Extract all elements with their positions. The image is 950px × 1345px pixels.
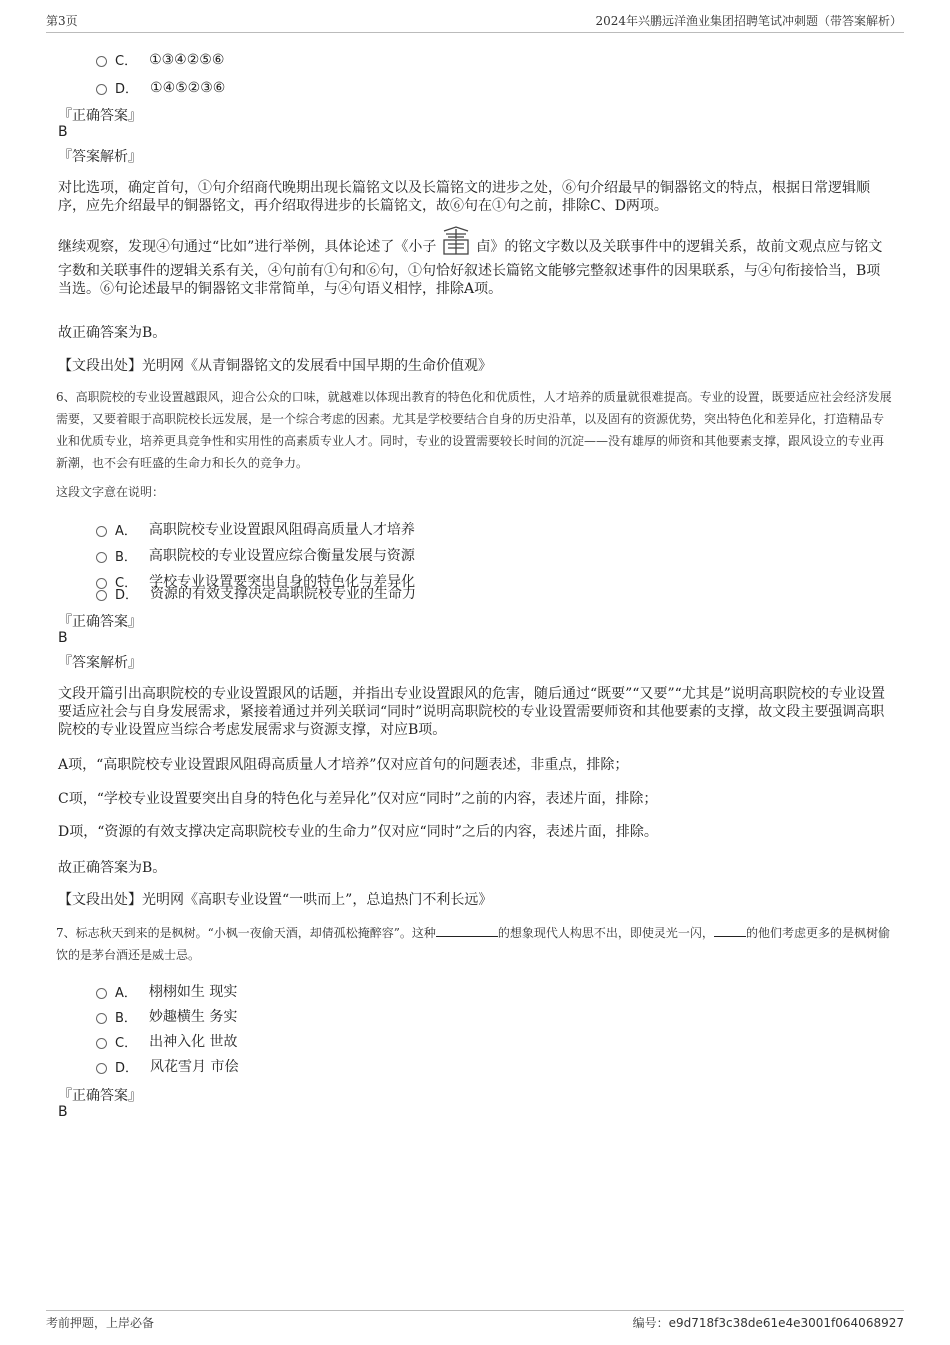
q6-analysis-label: 『答案解析』 xyxy=(58,655,142,671)
q6-analysis-option-d: D项，“资源的有效支撑决定高职院校专业的生命力”仅对应“同时”之后的内容，表述片面，排除。 xyxy=(58,824,658,840)
option-letter: A． xyxy=(115,523,137,539)
radio-icon[interactable] xyxy=(96,84,107,95)
q6-answer: B xyxy=(58,630,68,646)
radio-icon[interactable] xyxy=(96,1063,107,1074)
q6-source: 【文段出处】光明网《高职专业设置“一哄而上”，总追热门不利长远》 xyxy=(58,892,493,908)
blank-1 xyxy=(436,924,498,937)
footer-code-label: 编号： xyxy=(632,1316,669,1330)
q7-stem xyxy=(56,922,894,966)
option-letter: A． xyxy=(115,985,137,1001)
q5-option-d[interactable] xyxy=(96,78,225,97)
q5-analysis-label: 『答案解析』 xyxy=(58,149,142,165)
option-letter: D． xyxy=(115,587,139,603)
option-text: 学校专业设置要突出自身的特色化与差异化 xyxy=(149,574,416,590)
radio-icon[interactable] xyxy=(96,552,107,563)
header-rule xyxy=(46,32,904,33)
option-letter: D． xyxy=(115,1060,139,1076)
option-letter: D． xyxy=(115,82,139,97)
q6-stem: 6、高职院校的专业设置越跟风，迎合公众的口味，就越难以体现出教育的特色化和优质性，人才培养的质量就很难提高。专业的设置，既要适应社会经济发展需要，又要着眼于高职院校长远发展，是一个综合考虑的因素。尤其是学校要结合自身的历史沿革，以及固有的资源优势，突出特色化和差异化，打造精品专业和优质专业，培养更具竞争性和实用性的高素质专业人才。同时，专业的设置需要较长时间的沉淀——没有雄厚的师资和其他要素支撑，跟风设立的专业再新潮，也不会有旺盛的生命力和长久的竞争力。 xyxy=(56,390,892,470)
q7-option-d[interactable] xyxy=(96,1056,238,1076)
blank-2 xyxy=(714,924,746,937)
q7-option-a[interactable] xyxy=(96,981,237,1001)
q5-answer-label: 『正确答案』 xyxy=(58,108,142,124)
analysis-text-a: 继续观察，发现④句通过“比如”进行举例，具体论述了《小子 xyxy=(58,239,437,255)
q5-conclusion: 故正确答案为B。 xyxy=(58,325,167,341)
q6-option-d[interactable] xyxy=(96,583,416,603)
footer-code xyxy=(633,1314,904,1331)
document-title: 2024年兴鹏远洋渔业集团招聘笔试冲刺题（带答案解析） xyxy=(595,14,902,28)
q6-conclusion: 故正确答案为B。 xyxy=(58,860,167,876)
radio-icon[interactable] xyxy=(96,988,107,999)
footer-rule xyxy=(46,1310,904,1311)
q7-option-c[interactable] xyxy=(96,1031,238,1051)
page-number: 第3页 xyxy=(46,14,78,28)
stem-text-a: 7、标志秋天到来的是枫树。“小枫一夜偷天酒，却倩孤松掩醉容”。这种 xyxy=(56,926,436,940)
option-text: 出神入化 世故 xyxy=(149,1034,238,1050)
radio-icon[interactable] xyxy=(96,590,107,601)
footer-slogan: 考前押题，上岸必备 xyxy=(46,1316,155,1330)
option-text: 妙趣横生 务实 xyxy=(148,1009,238,1025)
radio-icon[interactable] xyxy=(96,526,107,537)
q6-analysis-option-c: C项，“学校专业设置要突出自身的特色化与差异化”仅对应“同时”之前的内容，表述片面，排除； xyxy=(58,791,658,807)
q6-analysis-paragraph-1: 文段开篇引出高职院校的专业设置跟风的话题，并指出专业设置跟风的危害，随后通过“既要”“又要”“尤其是”说明高职院校的专业设置要适应社会与自身发展需求，紧接着通过并列关联词“同时”说明高职院校的专业设置需要师资和其他要素的支撑，故文段主要强调高职院校的专业设置应当综合考虑发展需求与资源支撑，对应B项。 xyxy=(58,686,885,738)
option-letter: C． xyxy=(115,1035,138,1051)
radio-icon[interactable] xyxy=(96,56,107,67)
option-text: 栩栩如生 现实 xyxy=(148,984,238,1000)
q6-answer-label: 『正确答案』 xyxy=(58,614,142,630)
stem-text-c: 的他们考虑更多的是枫树偷饮的是茅台酒还是威士忌。 xyxy=(56,926,890,962)
radio-icon[interactable] xyxy=(96,1038,107,1049)
stem-text-b: 的想象现代人构思不出，即使灵光一闪， xyxy=(497,926,714,940)
analysis-text-b: 卣》的铭文字数以及关联事件中的逻辑关系，故前文观点应与铭文字数和关联事件的逻辑关系有关，④句前有①句和⑥句，①句恰好叙述长篇铭文能够完整叙述事件的因果联系，与④句衔接恰当，B项当选。⑥句论述最早的铜器铭文非常简单，与④句语义相悖，排除A项。 xyxy=(58,239,883,297)
q6-option-a[interactable] xyxy=(96,519,415,539)
q5-analysis-paragraph-2 xyxy=(58,232,888,298)
footer-code-value: e9d718f3c38de61e4e3001f064068927 xyxy=(668,1316,904,1330)
option-text: 资源的有效支撑决定高职院校专业的生命力 xyxy=(150,586,417,602)
option-text: 高职院校专业设置跟风阻碍高质量人才培养 xyxy=(148,522,415,538)
option-text: 高职院校的专业设置应综合衡量发展与资源 xyxy=(148,548,415,564)
q7-answer: B xyxy=(58,1104,68,1120)
q5-source: 【文段出处】光明网《从青铜器铭文的发展看中国早期的生命价值观》 xyxy=(58,358,492,374)
option-letter: C． xyxy=(115,54,138,69)
option-letter: C． xyxy=(115,575,138,591)
radio-icon[interactable] xyxy=(96,1013,107,1024)
q6-prompt: 这段文字意在说明： xyxy=(56,485,165,499)
q7-option-b[interactable] xyxy=(96,1006,237,1026)
q5-answer: B xyxy=(58,124,68,140)
option-text: ①③④②⑤⑥ xyxy=(149,51,225,68)
option-text: ①④⑤②③⑥ xyxy=(150,79,226,96)
q5-analysis-paragraph-1: 对比选项，确定首句，①句介绍商代晚期出现长篇铭文以及长篇铭文的进步之处，⑥句介绍最早的铜器铭文的特点，根据日常逻辑顺序，应先介绍最早的铜器铭文，再介绍取得进步的长篇铭文，故⑥句在①句之前，排除C、D两项。 xyxy=(58,180,870,214)
q6-analysis-option-a: A项，“高职院校专业设置跟风阻碍高质量人才培养”仅对应首句的问题表述，非重点，排除； xyxy=(58,757,629,773)
q6-option-b[interactable] xyxy=(96,545,415,565)
q7-answer-label: 『正确答案』 xyxy=(58,1088,142,1104)
option-text: 风花雪月 市侩 xyxy=(150,1059,239,1075)
q5-option-c[interactable] xyxy=(96,50,224,69)
option-letter: B． xyxy=(115,1010,137,1026)
option-letter: B． xyxy=(115,549,137,565)
bronze-character-glyph xyxy=(436,226,476,256)
